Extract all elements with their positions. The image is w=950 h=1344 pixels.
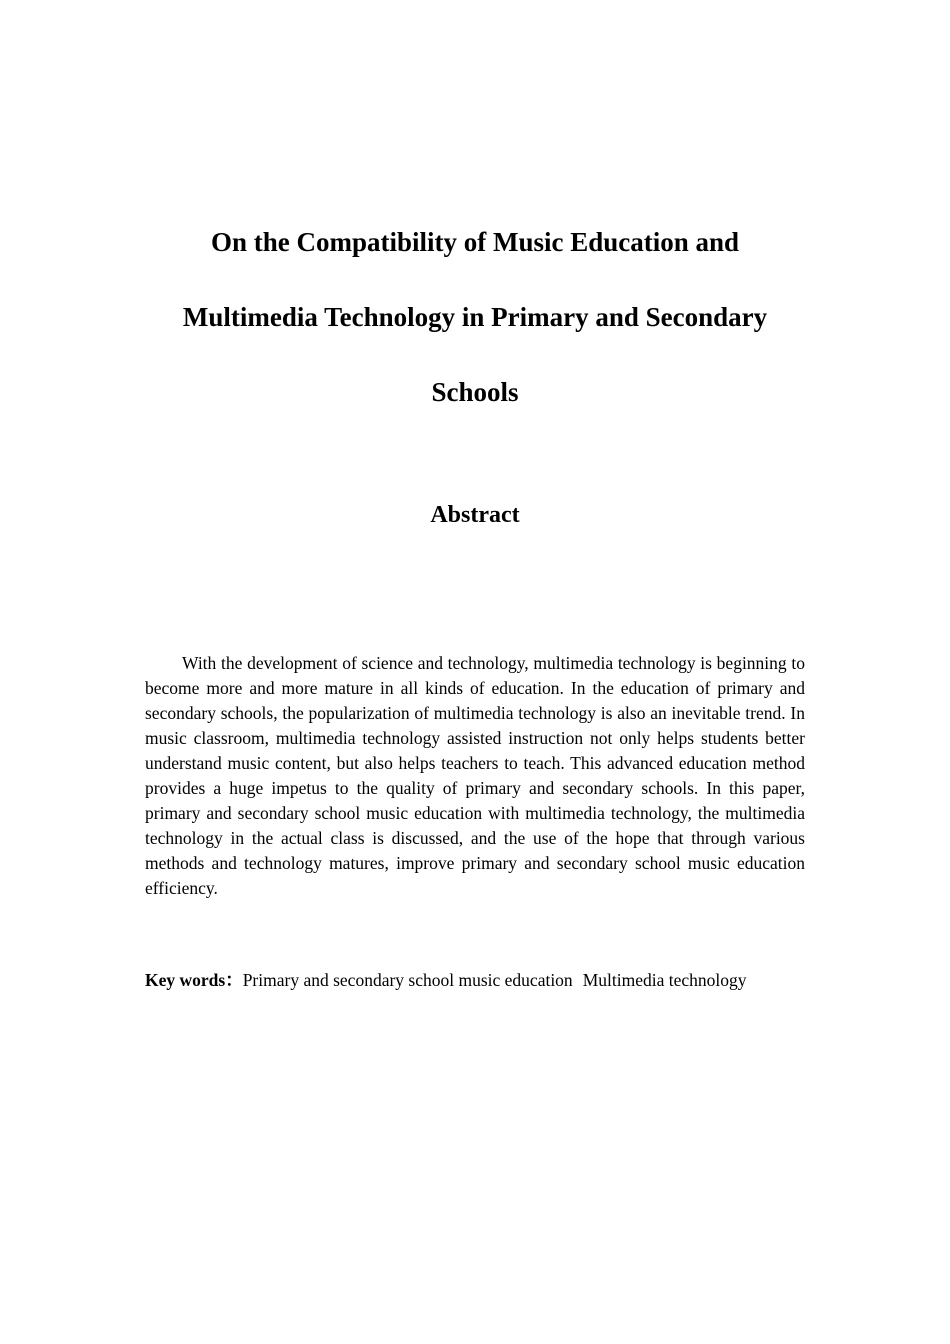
abstract-heading: Abstract (430, 502, 520, 528)
abstract-body: With the development of science and technology, multimedia technology is beginning to become more and more mature in all kinds of education. In the education of primary and secondary schools, the popularization of multimedia technology is also an inevitable trend. In music classroom, multimedia technology assisted instruction not only helps students better understand music content, but also helps teachers to teach. This advanced education method provides a huge impetus to the quality of primary and secondary schools. In this paper, primary and secondary school music education with multimedia technology, the multimedia technology in the actual class is discussed, and the use of the hope that through various methods and technology matures, improve primary and secondary school music education efficiency. (145, 653, 805, 898)
keyword-item: Primary and secondary school music education (242, 970, 573, 990)
title-line-1: On the Compatibility of Music Education and (210, 227, 740, 257)
paper-title (145, 205, 805, 430)
keywords-label: Key words： (145, 970, 243, 990)
keyword-item: Multimedia technology (582, 970, 747, 990)
title-line-3: Schools (431, 377, 519, 407)
title-line-2: Multimedia Technology in Primary and Secondary (182, 302, 768, 332)
keywords-line (145, 968, 845, 993)
